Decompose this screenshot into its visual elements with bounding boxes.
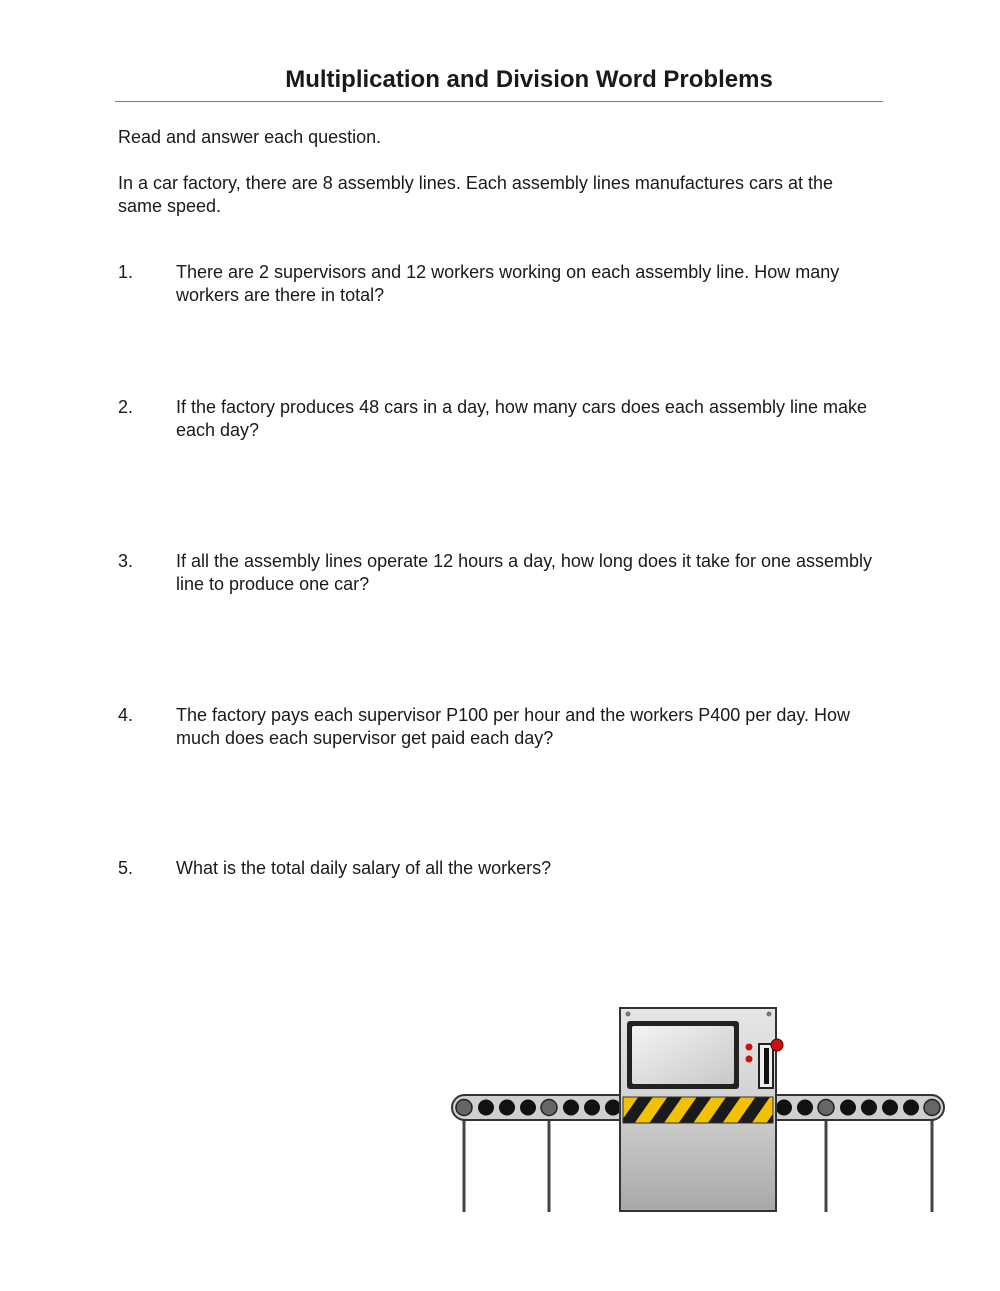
instructions-text: Read and answer each question. (118, 127, 382, 147)
question-number: 5. (118, 858, 134, 878)
question-text: What is the total daily salary of all the workers? (176, 858, 552, 878)
page-title: Multiplication and Division Word Problems (285, 66, 773, 93)
question-text: If the factory produces 48 cars in a day, how many cars does each assembly line make each day? (176, 397, 868, 440)
rivet (626, 1012, 631, 1017)
question-text: The factory pays each supervisor P100 per hour and the workers P400 per day. How much does each supervisor get paid each day? (176, 705, 851, 748)
lever-knob-icon (771, 1039, 783, 1051)
rivet (767, 1012, 772, 1017)
title-divider (115, 101, 883, 102)
question-number: 3. (118, 551, 134, 571)
lever-handle (764, 1048, 769, 1084)
indicator-light (746, 1044, 753, 1051)
factory-machine-illustration (440, 1000, 960, 1220)
question-number: 1. (118, 262, 134, 282)
question-number: 2. (118, 397, 134, 417)
context-paragraph: In a car factory, there are 8 assembly lines. Each assembly lines manufactures cars at the same speed. (118, 173, 833, 216)
hazard-stripe (623, 1097, 773, 1123)
question-text: If all the assembly lines operate 12 hours a day, how long does it take for one assembly line to produce one car? (176, 551, 873, 594)
question-number: 4. (118, 705, 134, 725)
question-text: There are 2 supervisors and 12 workers working on each assembly line. How many workers are there in total? (176, 262, 840, 305)
machine-screen-glass (632, 1026, 734, 1084)
indicator-light (746, 1056, 753, 1063)
